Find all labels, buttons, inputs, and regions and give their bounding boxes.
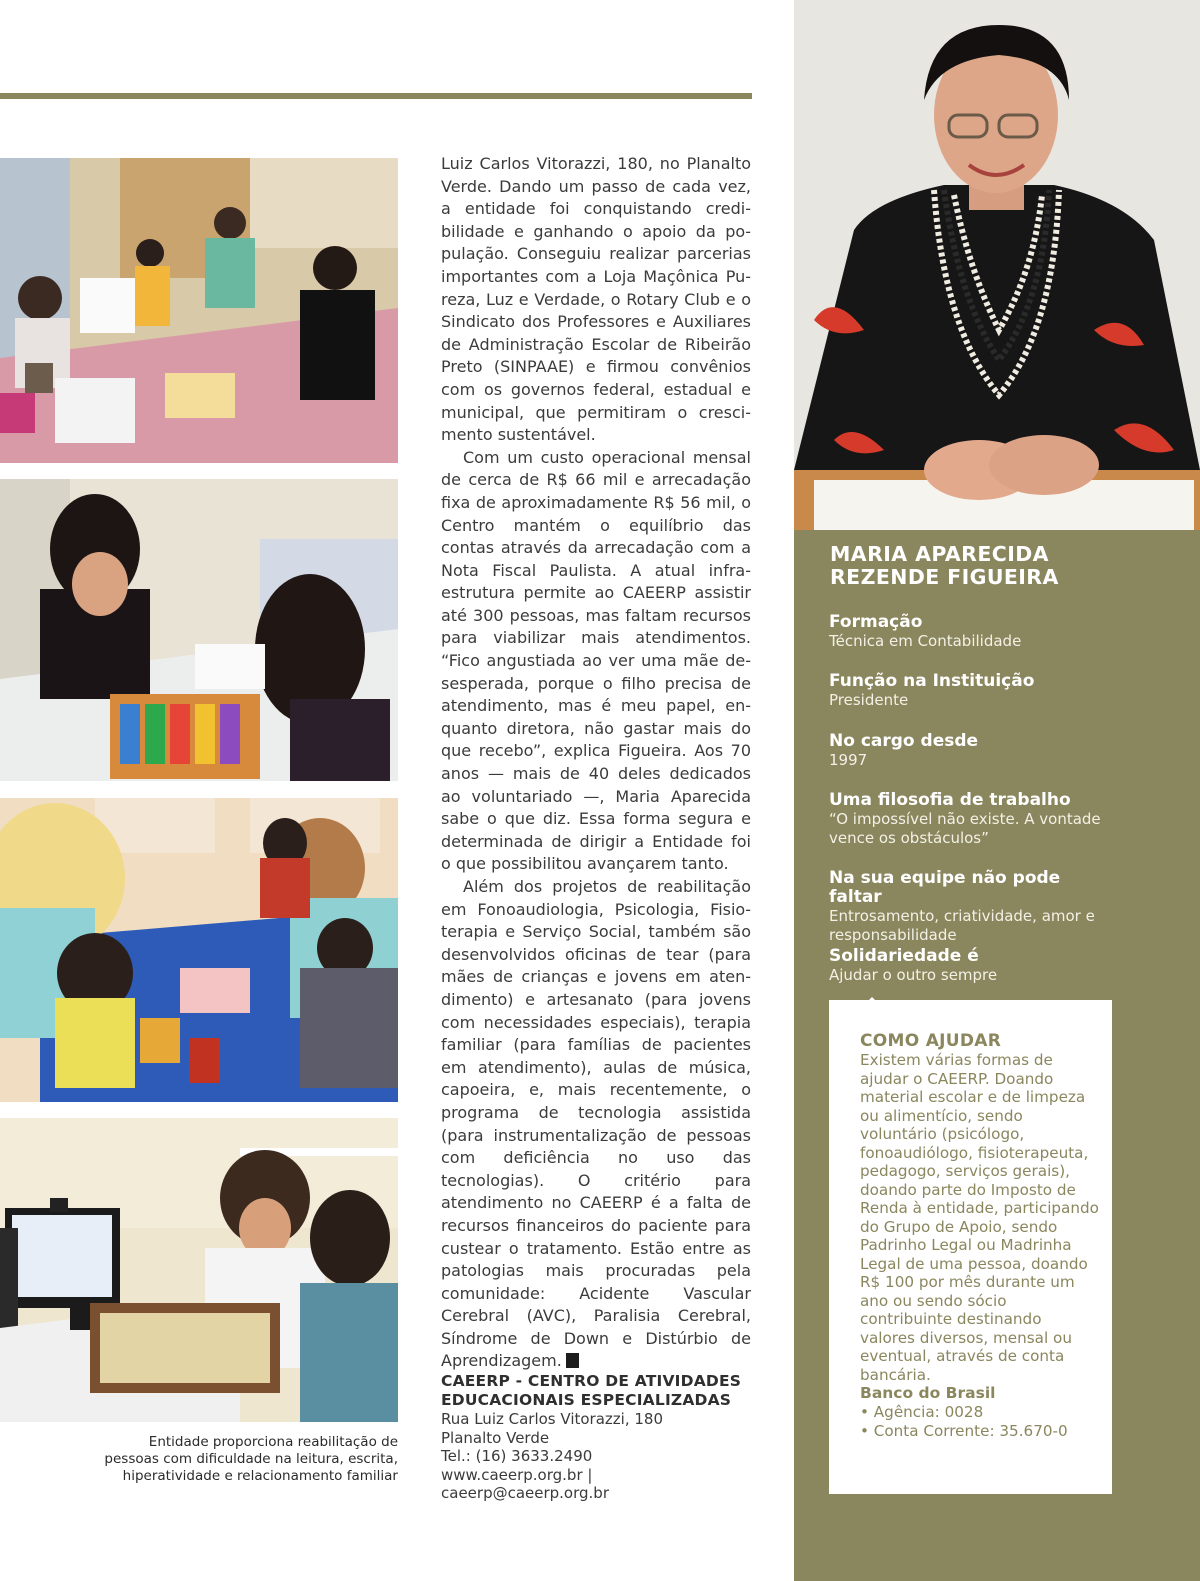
profile-field-formacao <box>829 613 1179 651</box>
bank-agency: • Agência: 0028 <box>860 1403 984 1421</box>
organization-name: EDUCACIONAIS ESPECIALIZADAS <box>441 1391 732 1409</box>
organization-address: Rua Luiz Carlos Vitorazzi, 180 <box>441 1410 663 1428</box>
caption-line: Entidade proporciona reabilitação de <box>148 1434 398 1450</box>
organization-district: Planalto Verde <box>441 1428 550 1447</box>
field-label: Uma filosofia de trabalho <box>829 790 1071 810</box>
bank-account: • Conta Corrente: 35.670-0 <box>860 1422 1068 1440</box>
portrait-photo <box>794 0 1200 530</box>
article-paragraph: Com um custo operacional mensal de cerca de R$ 66 mil e arrecadação fixa de aproximadamente R$ 56 mil, o Centro mantém o equilíbrio das contas através da arrecadação com a Nota Fiscal Paulista. A atual infraestrutura permite ao CAEERP assistir até 300 pessoas, mas faltam recursos para viabilizar mais atendimentos. “Fico angustiada ao ver uma mãe desesperada, porque o filho precisa de atendimento, mas é meu papel, enquanto diretora, não gastar mais do que recebo”, explica Figueira. Aos 70 anos — mais de 40 deles dedicados ao voluntariado —, Maria Aparecida sabe o que diz. Essa forma segura e determinada de dirigir a Entidade foi o que possibilitou avançarem tanto. <box>441 447 751 874</box>
how-to-help-content <box>860 1031 1100 1441</box>
photo-group-table <box>0 798 398 1102</box>
top-rule <box>0 93 752 99</box>
field-label: Função na Instituição <box>829 671 1035 691</box>
how-to-help-box <box>829 1000 1112 1494</box>
profile-field-cargo-desde <box>829 732 1179 770</box>
caption-line: hiperatividade e relacionamento familiar <box>122 1468 398 1484</box>
profile-field-funcao <box>829 672 1179 710</box>
profile-name-line: REZENDE FIGUEIRA <box>830 565 1059 589</box>
field-label: Formação <box>829 612 923 632</box>
profile-name <box>830 543 1170 589</box>
organization-contact <box>441 1372 761 1503</box>
field-value: “O impossível não existe. A vontade vence os obstáculos” <box>829 810 1101 847</box>
organization-web-email: www.caeerp.org.br | caeerp@caeerp.org.br <box>441 1465 609 1503</box>
field-value: Entrosamento, criatividade, amor e responsabilidade <box>829 907 1095 944</box>
field-value: Técnica em Contabilidade <box>829 632 1022 650</box>
photo-craft-workshop <box>0 158 398 463</box>
field-value: 1997 <box>829 751 868 769</box>
how-to-help-text: Existem várias formas de ajudar o CAEERP. Doando material escolar e de limpeza ou alimentício, sendo voluntário (psicólogo, fonoaudiólogo, fisioterapeuta, pedagogo, serviços gerais), doando parte do Imposto de Renda à entidade, participando do Grupo de Apoio, sendo Padrinho Legal ou Madrinha Legal de uma pessoa, doando R$ 100 por mês durante um ano ou sendo sócio contribuinte destinando valores diversos, mensal ou eventual, através de conta bancária. <box>860 1051 1099 1384</box>
field-label: No cargo desde <box>829 731 979 751</box>
article-body <box>441 153 751 1373</box>
how-to-help-title: COMO AJUDAR <box>860 1031 1002 1051</box>
field-value: Presidente <box>829 691 909 709</box>
organization-name: CAEERP - CENTRO DE ATIVIDADES <box>441 1372 742 1390</box>
article-paragraph-text: Além dos projetos de reabilitação em Fonoaudiologia, Psicologia, Fisioterapia e Serviço Social, também são desenvolvidos oficinas de tear (para mães de crianças e jovens em atendimento) e artesanato (para jovens com necessidades especiais), terapia familiar (para famílias de pacientes em atendimento), aulas de música, capoeira, e, mais recentemente, o programa de tecnologia assistida (para instrumentalização de pessoas com deficiência no uso das tecnologias). O critério para atendimento no CAEERP é a falta de recursos financeiros do paciente para custear o tratamento. Estão entre as patologias mais procuradas pela comunidade: Acidente Vascular Cerebral (AVC), Paralisia Cerebral, Síndrome de Down e Distúrbio de Aprendizagem. <box>441 877 751 1371</box>
field-label: Na sua equipe não pode faltar <box>829 868 1061 907</box>
end-of-article-icon <box>566 1353 579 1368</box>
field-label: Solidariedade é <box>829 946 979 966</box>
article-paragraph: Luiz Carlos Vitorazzi, 180, no Planalto Verde. Dando um passo de cada vez, a entidade foi conquistando credibilidade e ganhando o apoio da população. Conseguiu realizar parcerias importantes com a Loja Maçônica Pureza, Luz e Verdade, o Rotary Club e o Sindicato dos Professores e Auxiliares de Administração Escolar de Ribeirão Preto (SINPAAE) e firmou convênios com os governos federal, estadual e municipal, que permitiram o crescimento sustentável. <box>441 154 751 445</box>
profile-field-equipe <box>829 869 1109 945</box>
profile-name-line: MARIA APARECIDA <box>830 542 1049 566</box>
bank-name: Banco do Brasil <box>860 1384 996 1402</box>
field-value: Ajudar o outro sempre <box>829 966 998 984</box>
caption-line: pessoas com dificuldade na leitura, escrita, <box>104 1451 398 1467</box>
photo-assistive-technology <box>0 1118 398 1422</box>
article-paragraph <box>441 876 751 1373</box>
photo-drawing-activity <box>0 479 398 781</box>
profile-field-filosofia <box>829 791 1109 848</box>
photo-caption <box>90 1434 398 1485</box>
organization-phone: Tel.: (16) 3633.2490 <box>441 1447 593 1466</box>
callout-pointer-icon <box>858 997 886 1011</box>
profile-field-solidariedade <box>829 947 1179 985</box>
